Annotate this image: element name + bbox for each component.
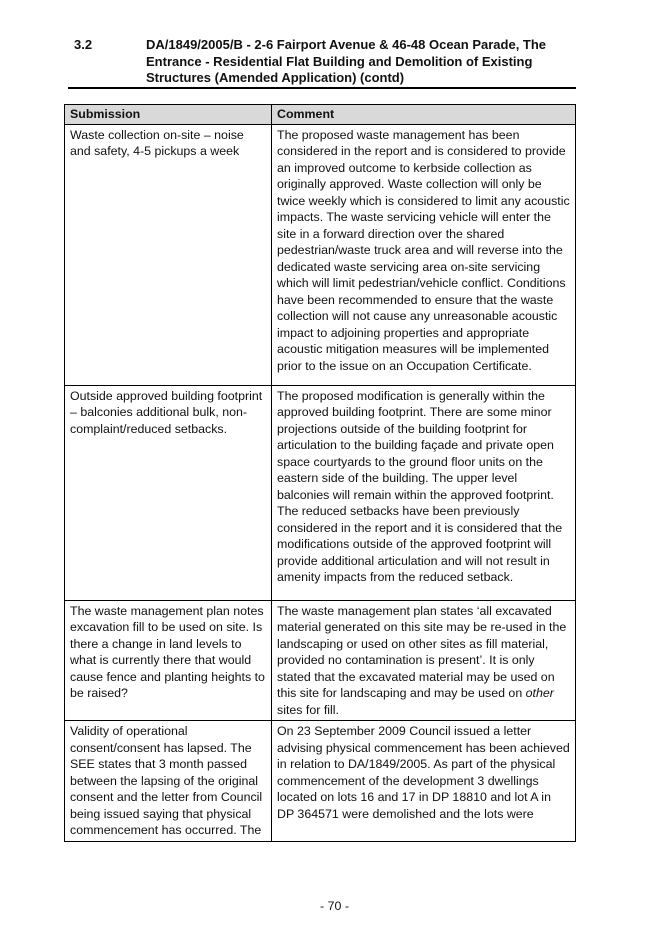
- comment-emphasis: other: [525, 686, 554, 700]
- comment-text: The waste management plan states ‘all excavated material generated on this site may be re-used in the landscaping or used on other sites as fill material, provided no contamination is present’. It is only stated that the excavated material may be used on this site for landscaping and may be used on: [277, 603, 567, 700]
- comment-text: sites for fill.: [277, 702, 339, 717]
- section-number: 3.2: [74, 37, 93, 52]
- submission-cell: Waste collection on-site – noise and safety, 4-5 pickups a week: [65, 124, 272, 385]
- table-row: [65, 721, 576, 842]
- page-number: - 70 -: [320, 899, 349, 913]
- table-row: [65, 385, 576, 600]
- comment-cell: On 23 September 2009 Council issued a letter advising physical commencement has been achieved in relation to DA/1849/2005. As part of the physical commencement of the development 3 dwellings located on lots 16 and 17 in DP 18810 and lot A in DP 364571 were demolished and the lots were: [272, 721, 576, 842]
- submission-cell: Outside approved building footprint – balconies additional bulk, non-complaint/reduced setbacks.: [65, 385, 272, 600]
- submission-cell: Validity of operational consent/consent has lapsed. The SEE states that 3 month passed between the lapsing of the original consent and the letter from Council being issued saying that physical commencement has occurred. The: [65, 721, 272, 842]
- comment-cell: The proposed waste management has been considered in the report and is considered to provide an improved outcome to kerbside collection as originally approved. Waste collection will only be twice weekly which is considered to limit any acoustic impacts. The waste servicing vehicle will enter the site in a forward direction over the shared pedestrian/waste truck area and will reverse into the dedicated waste servicing area on-site servicing which will limit pedestrian/vehicle conflict. Conditions have been recommended to ensure that the waste collection will not cause any unreasonable acoustic impact to adjoining properties and appropriate acoustic mitigation measures will be implemented prior to the issue on an Occupation Certificate.: [272, 124, 576, 385]
- table-row: [65, 124, 576, 385]
- submission-cell: The waste management plan notes excavation fill to be used on site. Is there a change in land levels to what is currently there that would cause fence and planting heights to be raised?: [65, 600, 272, 721]
- section-title: DA/1849/2005/B - 2-6 Fairport Avenue & 46-48 Ocean Parade, The Entrance - Residential Flat Building and Demolition of Existing Structures (Amended Application) (contd): [146, 37, 547, 85]
- heading-divider: [68, 87, 576, 89]
- column-header-submission: Submission: [65, 105, 272, 125]
- column-header-comment: Comment: [272, 105, 576, 125]
- table-header-row: [65, 105, 576, 125]
- table-row: [65, 600, 576, 721]
- comment-cell: [272, 600, 576, 721]
- comment-cell: The proposed modification is generally within the approved building footprint. There are some minor projections outside of the building footprint for articulation to the building façade and private open space courtyards to the ground floor units on the eastern side of the building. The upper level balconies will remain within the approved footprint. The reduced setbacks have been previously considered in the report and it is considered that the modifications outside of the approved footprint will provide additional articulation and will not result in amenity impacts from the reduced setback.: [272, 385, 576, 600]
- submissions-table: [64, 104, 576, 842]
